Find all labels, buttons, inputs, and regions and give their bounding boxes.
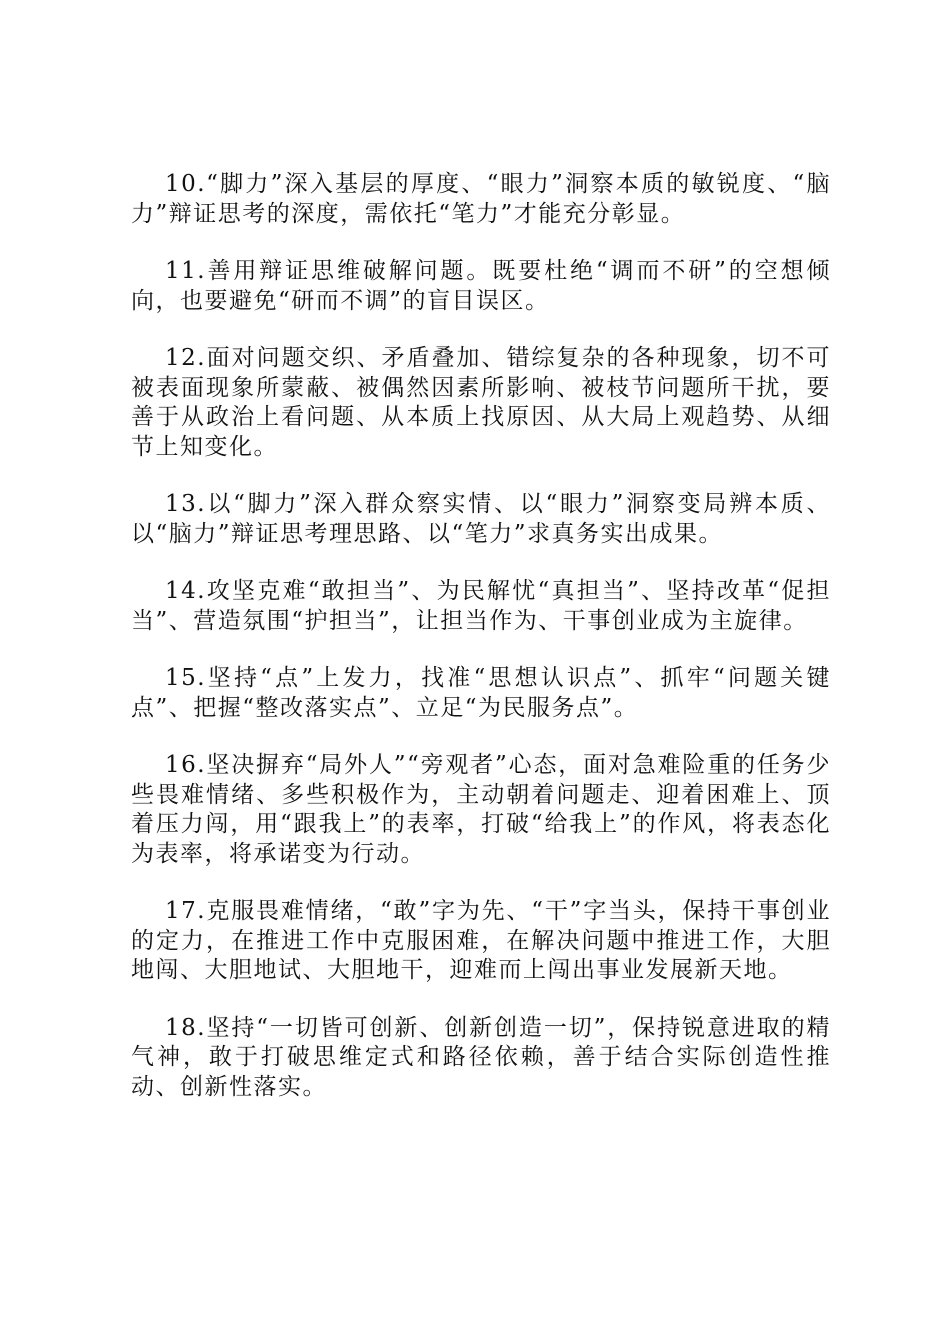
document-body (131, 170, 831, 1130)
paragraph-10: 10.“脚力”深入基层的厚度、“眼力”洞察本质的敏锐度、“脑力”辩证思考的深度，需依托“笔力”才能充分彰显。 (131, 171, 831, 227)
paragraph-14: 14.攻坚克难“敢担当”、为民解忧“真担当”、坚持改革“促担当”、营造氛围“护担当”，让担当作为、干事创业成为主旋律。 (131, 578, 831, 634)
paragraph-16: 16.坚决摒弃“局外人”“旁观者”心态，面对急难险重的任务少些畏难情绪、多些积极作为，主动朝着问题走、迎着困难上、顶着压力闯，用“跟我上”的表率，打破“给我上”的作风，将表态化为表率，将承诺变为行动。 (131, 752, 831, 867)
paragraph-13: 13.以“脚力”深入群众察实情、以“眼力”洞察变局辨本质、以“脑力”辩证思考理思路、以“笔力”求真务实出成果。 (131, 491, 831, 547)
paragraph-17: 17.克服畏难情绪，“敢”字为先、“干”字当头，保持干事创业的定力，在推进工作中克服困难，在解决问题中推进工作，大胆地闯、大胆地试、大胆地干，迎难而上闯出事业发展新天地。 (131, 898, 831, 983)
paragraph-15: 15.坚持“点”上发力，找准“思想认识点”、抓牢“问题关键点”、把握“整改落实点”、立足“为民服务点”。 (131, 665, 831, 721)
paragraph-12: 12.面对问题交织、矛盾叠加、错综复杂的各种现象，切不可被表面现象所蒙蔽、被偶然因素所影响、被枝节问题所干扰，要善于从政治上看问题、从本质上找原因、从大局上观趋势、从细节上知变化。 (131, 345, 831, 460)
paragraph-18: 18.坚持“一切皆可创新、创新创造一切”，保持锐意进取的精气神，敢于打破思维定式和路径依赖，善于结合实际创造性推动、创新性落实。 (131, 1014, 831, 1100)
paragraph-11: 11.善用辩证思维破解问题。既要杜绝“调而不研”的空想倾向，也要避免“研而不调”的盲目误区。 (131, 258, 831, 314)
